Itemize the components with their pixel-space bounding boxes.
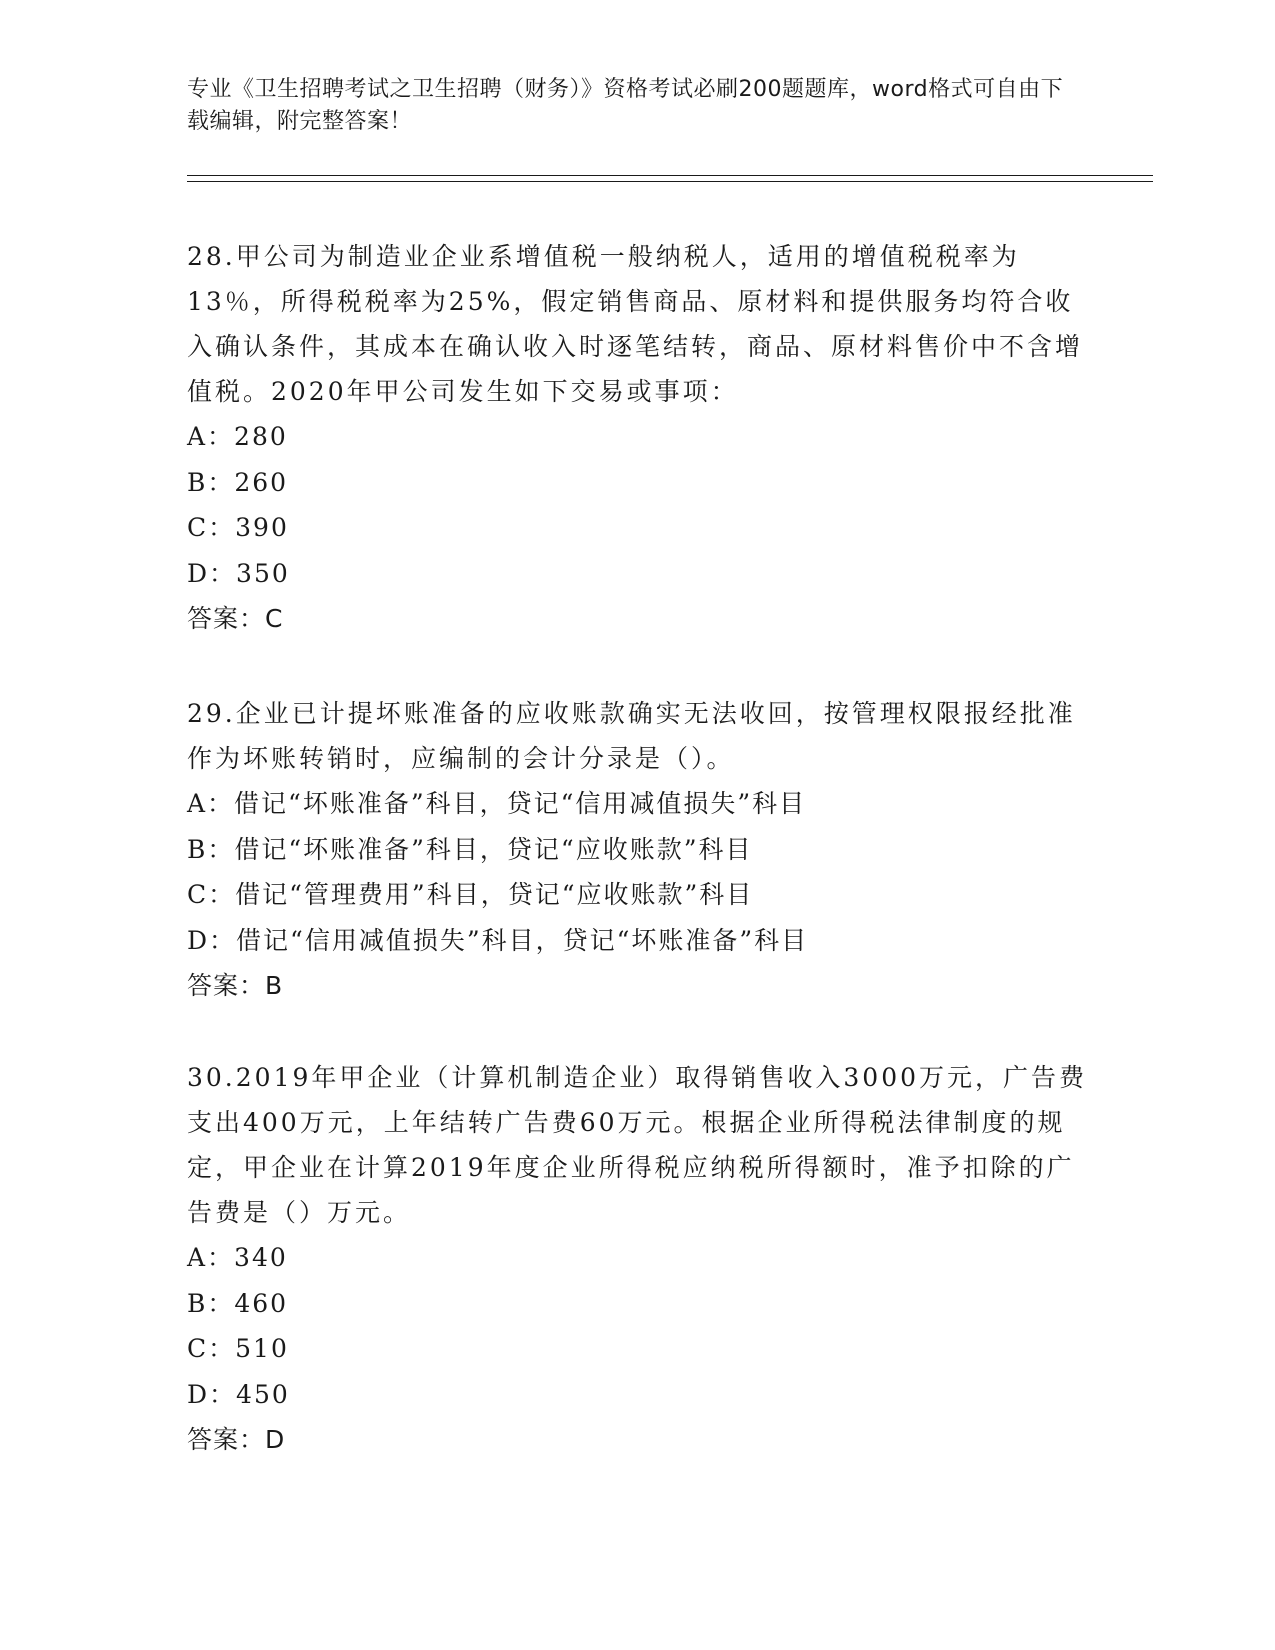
question-stem: 29.企业已计提坏账准备的应收账款确实无法收回，按管理权限报经批准作为坏账转销时，应编制的会计分录是（）。 xyxy=(187,699,1076,773)
question-stem: 30.2019年甲企业（计算机制造企业）取得销售收入3000万元，广告费支出400万元，上年结转广告费60万元。根据企业所得税法律制度的规定，甲企业在计算2019年度企业所得税应纳税所得额时，准予扣除的广告费是（）万元。 xyxy=(187,1063,1088,1227)
option-b: B：460 xyxy=(187,1288,289,1318)
option-b: B：260 xyxy=(187,467,289,497)
option-c: C：510 xyxy=(187,1334,289,1363)
answer-key: 答案：D xyxy=(187,1425,286,1454)
header-text: 专业《卫生招聘考试之卫生招聘（财务）》资格考试必刷200题题库，word格式可自由下载编辑，附完整答案！ xyxy=(187,77,1064,134)
header-divider-top xyxy=(187,175,1153,176)
option-d: D：借记“信用减值损失”科目，贷记“坏账准备”科目 xyxy=(187,925,809,955)
option-c: C：借记“管理费用”科目，贷记“应收账款”科目 xyxy=(187,880,754,909)
header-divider-bottom xyxy=(187,181,1153,182)
question-stem: 28.甲公司为制造业企业系增值税一般纳税人，适用的增值税税率为13％，所得税税率为25%，假定销售商品、原材料和提供服务均符合收入确认条件，其成本在确认收入时逐笔结转，商品、原材料售价中不含增值税。2020年甲公司发生如下交易或事项： xyxy=(187,242,1084,406)
answer-key: 答案：B xyxy=(187,971,284,1000)
option-d: D：350 xyxy=(187,558,290,588)
option-b: B：借记“坏账准备”科目，贷记“应收账款”科目 xyxy=(187,834,753,864)
option-c: C：390 xyxy=(187,513,289,542)
option-a: A：借记“坏账准备”科目，贷记“信用减值损失”科目 xyxy=(187,789,807,818)
answer-key: 答案：C xyxy=(187,604,284,633)
question-30 xyxy=(187,1055,1087,1463)
option-d: D：450 xyxy=(187,1379,290,1409)
option-a: A：340 xyxy=(187,1243,288,1272)
document-header xyxy=(187,74,1067,138)
option-a: A：280 xyxy=(187,422,288,451)
question-28 xyxy=(187,234,1087,642)
question-29 xyxy=(187,691,1087,1009)
